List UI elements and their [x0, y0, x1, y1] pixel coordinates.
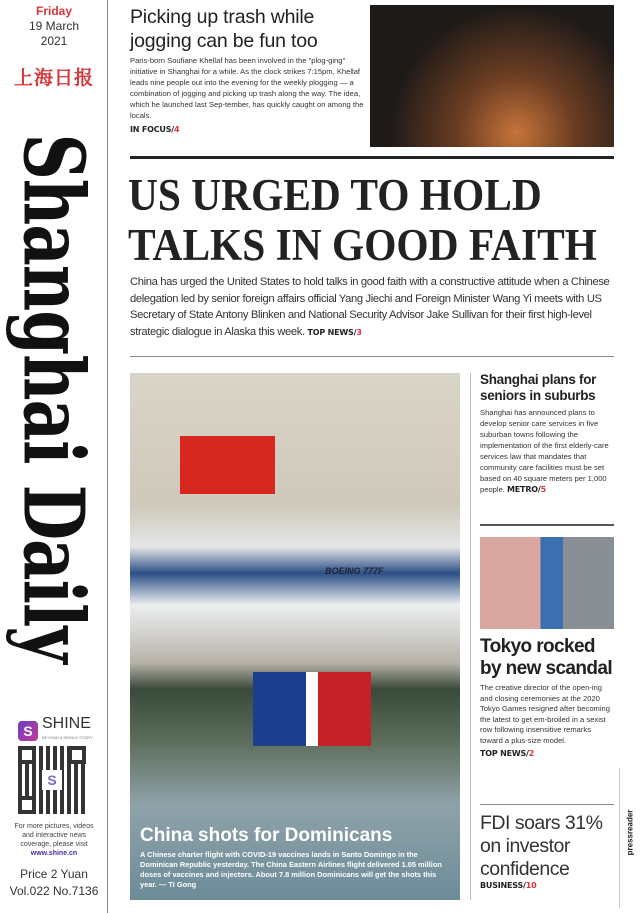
section-ref[interactable]: TOP NEWS/2: [480, 749, 535, 758]
side3: [480, 812, 615, 890]
plane-text: BOEING 777F: [325, 566, 384, 576]
lead-deck: China has urged the United States to hold talks in good faith with a constructive attitude when a Chinese delegation led by senior foreign affairs official Yang Jiechi and Foreign Minister Wang Yi meets with US Secretary of State Antony Blinken and National Security Advisor Jake Sullivan for their first high-level strategic dialogue in Alaska this week. TOP NEWS/3: [130, 276, 610, 338]
top-story-body: Paris-born Soufiane Khellaf has been involved in the "plog-ging" initiative in Shanghai for a while. As the clock strikes 7:15pm, Khellaf leads nine people out into the evening for the weekly plogging — a combination of jogging and picking up trash along the way. The idea, which he launched last Sep-tember, has quickly caught on among the locals. IN FOCUS/4: [130, 55, 366, 135]
divider: [130, 156, 614, 159]
price: Price 2 Yuan: [20, 867, 88, 881]
side3-headline[interactable]: FDI soars 31% on investor confidence: [480, 812, 603, 880]
divider: [480, 804, 614, 805]
masthead: Shanghai Daily: [3, 133, 102, 663]
side2-headline[interactable]: Tokyo rocked by new scandal: [480, 636, 613, 679]
chinese-name: 上海日报: [13, 68, 94, 89]
promo-text: For more pictures, videos and interactive news coverage, please visit www.shine.cn: [14, 823, 94, 857]
day: Friday: [35, 4, 72, 18]
side1: [480, 372, 615, 495]
side1-headline[interactable]: Shanghai plans for seniors in suburbs: [480, 372, 597, 403]
pressreader-badge: pressreader: [619, 768, 639, 908]
issue-number: Vol.022 No.7136: [9, 884, 99, 898]
date: 19 March: [28, 19, 80, 33]
price-info: [0, 866, 108, 900]
section-ref[interactable]: BUSINESS/10: [480, 881, 537, 890]
shine-url[interactable]: www.shine.cn: [30, 850, 78, 857]
caption-title: China shots for Dominicans: [140, 825, 393, 846]
side2: [480, 636, 615, 760]
top-story: [130, 5, 366, 135]
dominican-flag: [253, 672, 371, 746]
lead-headline[interactable]: US URGED TO HOLD TALKS IN GOOD FAITH: [128, 170, 597, 270]
section-ref[interactable]: TOP NEWS/3: [307, 327, 362, 337]
section-ref[interactable]: IN FOCUS/4: [130, 125, 180, 134]
qr-code[interactable]: [18, 746, 86, 814]
year: 2021: [40, 34, 68, 48]
divider: [470, 373, 471, 900]
divider: [480, 524, 614, 526]
dateline: [0, 4, 108, 49]
caption-body: A Chinese charter flight with COVID-19 vaccines lands in Santo Domingo in the Dominican Republic yesterday. The China Eastern Airlines flight delivered 1.05 million doses of vaccines and injectors. About 7.8 million Dominicans will get the shots this year. — Ti Gong: [140, 850, 442, 889]
shine-logo[interactable]: [18, 717, 93, 745]
china-flag: [180, 436, 275, 494]
section-ref[interactable]: METRO/5: [507, 485, 546, 494]
divider: [130, 356, 614, 357]
shine-icon: S: [18, 721, 38, 741]
shine-tagline: BEYOND A SINGLE STORY: [42, 735, 93, 740]
shine-qr-icon: S: [42, 770, 62, 790]
side1-body: Shanghai has announced plans to develop senior care services in five suburban towns following the implementation of the first elderly-care services law that mandates that community care facilities must be set based on 40 square meters per 1,000 people. METRO/5: [480, 408, 609, 494]
plogging-photo: [370, 5, 614, 147]
tokyo-photo: [480, 537, 614, 629]
top-story-headline[interactable]: Picking up trash while jogging can be fun too: [130, 6, 318, 52]
shine-name: SHINE: [42, 715, 91, 732]
side2-body: The creative director of the open-ing and closing ceremonies at the 2020 Tokyo Games resigned after becoming the latest to get em-broiled in a sexist row following insensitive remarks toward a plus-size model. TOP NEWS/2: [480, 683, 615, 760]
photo-caption: [140, 824, 455, 890]
